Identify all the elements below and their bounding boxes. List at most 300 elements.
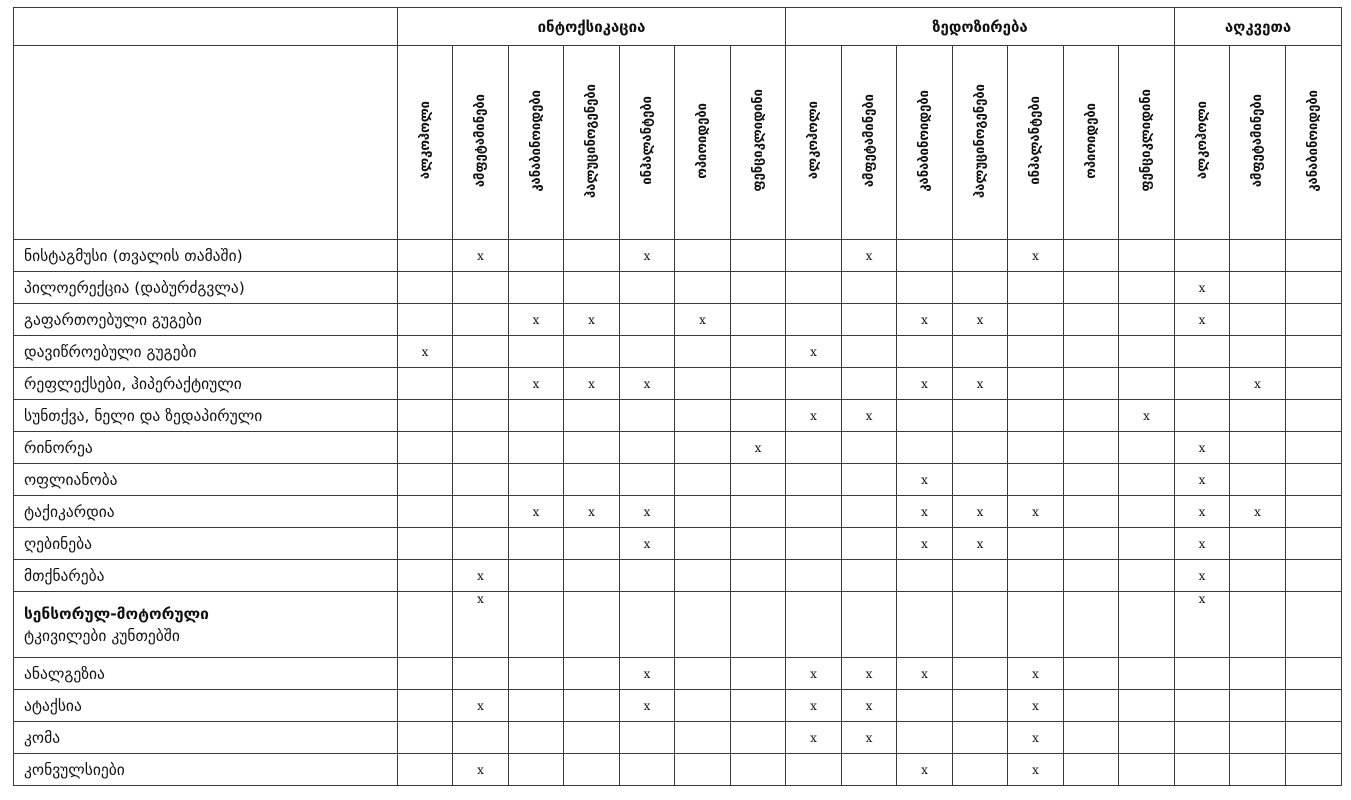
mark-cell [564, 432, 620, 464]
mark-cell [786, 496, 842, 528]
mark-cell [1286, 272, 1342, 304]
column-header-substance [1008, 46, 1064, 240]
table-row [14, 528, 1342, 560]
mark-cell [1230, 400, 1286, 432]
mark-cell: x [509, 496, 564, 528]
mark-cell [842, 592, 897, 658]
mark-cell: x [1230, 496, 1286, 528]
mark-cell [842, 754, 897, 786]
mark-cell: x [897, 464, 953, 496]
mark-cell [620, 560, 675, 592]
symptom-label: ოფლიანობა [14, 464, 398, 496]
header-corner-cell-2 [14, 46, 398, 240]
mark-cell [1119, 464, 1175, 496]
mark-cell [564, 464, 620, 496]
mark-cell [398, 528, 453, 560]
column-header-label: ალკოჰოლი [417, 101, 433, 180]
mark-cell [1286, 754, 1342, 786]
mark-cell [564, 722, 620, 754]
mark-cell [620, 464, 675, 496]
mark-cell [675, 658, 731, 690]
mark-cell [620, 722, 675, 754]
mark-cell [398, 304, 453, 336]
table-row [14, 400, 1342, 432]
table-row [14, 658, 1342, 690]
mark-cell [1119, 496, 1175, 528]
mark-cell [1064, 240, 1119, 272]
mark-cell [1008, 304, 1064, 336]
mark-cell [1064, 690, 1119, 722]
mark-cell [1230, 336, 1286, 368]
column-header-label: ოპიოიდები [695, 102, 710, 179]
mark-cell [731, 690, 786, 722]
mark-cell [453, 528, 509, 560]
mark-cell [620, 592, 675, 658]
mark-cell [842, 272, 897, 304]
mark-cell: x [953, 528, 1008, 560]
mark-cell [398, 240, 453, 272]
table-row [14, 336, 1342, 368]
mark-cell: x [620, 690, 675, 722]
mark-cell [731, 272, 786, 304]
mark-cell [453, 432, 509, 464]
mark-cell: x [453, 754, 509, 786]
table-row [14, 464, 1342, 496]
mark-cell [564, 528, 620, 560]
mark-cell [398, 272, 453, 304]
mark-cell [564, 754, 620, 786]
mark-cell: x [509, 304, 564, 336]
table-row [14, 560, 1342, 592]
column-header-substance [1175, 46, 1230, 240]
mark-cell: x [509, 368, 564, 400]
mark-cell [453, 304, 509, 336]
mark-cell [1175, 658, 1230, 690]
mark-cell [453, 400, 509, 432]
mark-cell [620, 304, 675, 336]
mark-cell: x [897, 658, 953, 690]
column-header-substance [620, 46, 675, 240]
mark-cell: x [453, 560, 509, 592]
column-header-substance [897, 46, 953, 240]
mark-cell [1119, 754, 1175, 786]
mark-cell [675, 690, 731, 722]
mark-cell: x [731, 432, 786, 464]
mark-cell [731, 754, 786, 786]
mark-cell [1119, 272, 1175, 304]
mark-cell [1286, 400, 1342, 432]
mark-cell [564, 400, 620, 432]
mark-cell [564, 592, 620, 658]
mark-cell [731, 496, 786, 528]
mark-cell [1230, 432, 1286, 464]
mark-cell [453, 658, 509, 690]
group-header-overdose: ზედოზირება [786, 8, 1175, 46]
mark-cell: x [953, 496, 1008, 528]
symptom-label-rest: ტკივილები კუნთებში [24, 626, 180, 645]
symptom-label-bold: სენსორულ-მოტორული [24, 604, 209, 623]
mark-cell: x [1008, 690, 1064, 722]
mark-cell: x [564, 304, 620, 336]
mark-cell [1175, 754, 1230, 786]
column-header-label: ინჰალანტები [1028, 96, 1043, 185]
mark-cell [731, 464, 786, 496]
mark-cell [842, 432, 897, 464]
table-row [14, 496, 1342, 528]
mark-cell [786, 592, 842, 658]
mark-cell [953, 754, 1008, 786]
mark-cell [953, 690, 1008, 722]
mark-cell [1286, 336, 1342, 368]
mark-cell [953, 658, 1008, 690]
mark-cell [953, 272, 1008, 304]
mark-cell [786, 432, 842, 464]
table-row [14, 592, 1342, 658]
mark-cell [1064, 464, 1119, 496]
group-header-withdrawal: აღკვეთა [1175, 8, 1342, 46]
mark-cell [953, 592, 1008, 658]
table-row [14, 272, 1342, 304]
mark-cell: x [897, 754, 953, 786]
mark-cell [897, 560, 953, 592]
mark-cell [1230, 592, 1286, 658]
table-row [14, 754, 1342, 786]
mark-cell [897, 690, 953, 722]
column-header-label: ალკოჰოლი [806, 101, 821, 180]
mark-cell [564, 658, 620, 690]
mark-cell [1064, 754, 1119, 786]
mark-cell: x [1175, 432, 1230, 464]
mark-cell [1230, 272, 1286, 304]
mark-cell [842, 560, 897, 592]
mark-cell [731, 658, 786, 690]
mark-cell: x [786, 400, 842, 432]
mark-cell: x [1175, 304, 1230, 336]
table-row [14, 722, 1342, 754]
mark-cell [509, 754, 564, 786]
column-header-substance [1230, 46, 1286, 240]
mark-cell [1119, 336, 1175, 368]
mark-cell [1064, 496, 1119, 528]
symptom-label: ატაქსია [14, 690, 398, 722]
mark-cell: x [398, 336, 453, 368]
mark-cell [731, 528, 786, 560]
mark-cell: x [1008, 240, 1064, 272]
mark-cell [675, 496, 731, 528]
mark-cell [620, 754, 675, 786]
mark-cell [1119, 722, 1175, 754]
mark-cell [731, 722, 786, 754]
mark-cell [731, 304, 786, 336]
mark-cell [1064, 304, 1119, 336]
mark-cell [564, 272, 620, 304]
mark-cell: x [1175, 464, 1230, 496]
mark-cell [1230, 240, 1286, 272]
symptom-label [14, 592, 398, 658]
mark-cell: x [786, 722, 842, 754]
mark-cell [398, 432, 453, 464]
mark-cell: x [620, 240, 675, 272]
mark-cell: x [453, 592, 509, 658]
mark-cell [1230, 754, 1286, 786]
mark-cell [1175, 690, 1230, 722]
mark-cell [453, 496, 509, 528]
column-header-label: ალკოჰოლი [1194, 101, 1210, 180]
mark-cell: x [453, 690, 509, 722]
mark-cell [675, 336, 731, 368]
mark-cell [897, 400, 953, 432]
column-header-label: ჰალუცინოგენები [972, 83, 988, 198]
mark-cell: x [1008, 496, 1064, 528]
mark-cell [1008, 432, 1064, 464]
mark-cell [1119, 592, 1175, 658]
mark-cell: x [675, 304, 731, 336]
column-header-label: კანაბინოიდები [1306, 89, 1321, 192]
mark-cell [1064, 528, 1119, 560]
mark-cell [398, 400, 453, 432]
column-header-substance [453, 46, 509, 240]
mark-cell [453, 368, 509, 400]
mark-cell: x [620, 496, 675, 528]
mark-cell [1064, 272, 1119, 304]
mark-cell [1175, 368, 1230, 400]
symptom-label: ნისტაგმუსი (თვალის თამაში) [14, 240, 398, 272]
mark-cell [1175, 400, 1230, 432]
mark-cell [620, 432, 675, 464]
mark-cell [398, 754, 453, 786]
mark-cell [398, 464, 453, 496]
mark-cell [1008, 272, 1064, 304]
mark-cell [1064, 432, 1119, 464]
mark-cell: x [453, 240, 509, 272]
mark-cell [1286, 432, 1342, 464]
mark-cell: x [842, 400, 897, 432]
symptom-label: მთქნარება [14, 560, 398, 592]
mark-cell [1008, 464, 1064, 496]
mark-cell [897, 432, 953, 464]
mark-cell: x [953, 368, 1008, 400]
mark-cell: x [620, 658, 675, 690]
symptom-label: გაფართოებული გუგები [14, 304, 398, 336]
column-header-substance [1286, 46, 1342, 240]
mark-cell [953, 336, 1008, 368]
mark-cell [1119, 690, 1175, 722]
mark-cell: x [1008, 754, 1064, 786]
mark-cell [1230, 658, 1286, 690]
mark-cell: x [620, 528, 675, 560]
mark-cell: x [897, 528, 953, 560]
mark-cell [564, 690, 620, 722]
mark-cell [398, 368, 453, 400]
mark-cell [675, 560, 731, 592]
table-row [14, 240, 1342, 272]
mark-cell [1064, 336, 1119, 368]
mark-cell [1286, 464, 1342, 496]
mark-cell [786, 304, 842, 336]
mark-cell [786, 754, 842, 786]
mark-cell: x [953, 304, 1008, 336]
mark-cell [675, 464, 731, 496]
mark-cell [509, 240, 564, 272]
mark-cell [620, 272, 675, 304]
mark-cell [509, 464, 564, 496]
column-header-label: ჰალუცინოგენები [584, 83, 599, 198]
mark-cell [620, 336, 675, 368]
mark-cell [786, 272, 842, 304]
mark-cell [453, 464, 509, 496]
mark-cell [1119, 528, 1175, 560]
mark-cell [842, 336, 897, 368]
mark-cell [675, 528, 731, 560]
mark-cell [1064, 722, 1119, 754]
mark-cell [509, 528, 564, 560]
mark-cell [509, 432, 564, 464]
mark-cell [953, 722, 1008, 754]
mark-cell [398, 496, 453, 528]
mark-cell: x [620, 368, 675, 400]
mark-cell [509, 722, 564, 754]
mark-cell [842, 496, 897, 528]
mark-cell: x [786, 658, 842, 690]
mark-cell [731, 368, 786, 400]
column-header-substance [398, 46, 453, 240]
mark-cell [1064, 400, 1119, 432]
mark-cell [398, 690, 453, 722]
mark-cell [731, 560, 786, 592]
mark-cell [509, 658, 564, 690]
mark-cell [1119, 432, 1175, 464]
mark-cell [786, 464, 842, 496]
mark-cell [398, 722, 453, 754]
mark-cell [675, 400, 731, 432]
mark-cell [564, 240, 620, 272]
mark-cell [953, 464, 1008, 496]
column-header-substance [786, 46, 842, 240]
mark-cell [1175, 722, 1230, 754]
mark-cell [1008, 336, 1064, 368]
mark-cell [453, 272, 509, 304]
symptom-label: კონვულსიები [14, 754, 398, 786]
mark-cell [1119, 658, 1175, 690]
mark-cell: x [786, 336, 842, 368]
mark-cell [731, 240, 786, 272]
column-header-substance [675, 46, 731, 240]
mark-cell [1286, 304, 1342, 336]
mark-cell [1286, 722, 1342, 754]
mark-cell [509, 336, 564, 368]
column-header-substance [509, 46, 564, 240]
mark-cell: x [1008, 658, 1064, 690]
symptom-label: ღებინება [14, 528, 398, 560]
mark-cell: x [564, 368, 620, 400]
table-row [14, 690, 1342, 722]
mark-cell [786, 240, 842, 272]
mark-cell [675, 432, 731, 464]
mark-cell [675, 722, 731, 754]
mark-cell: x [842, 658, 897, 690]
column-header-label: ფენციკლიდინი [1139, 89, 1154, 192]
group-header-intoxication: ინტოქსიკაცია [398, 8, 786, 46]
mark-cell [1286, 496, 1342, 528]
mark-cell [1008, 560, 1064, 592]
column-header-label: ინჰალანტები [639, 96, 655, 185]
mark-cell [564, 336, 620, 368]
symptom-label: კომა [14, 722, 398, 754]
mark-cell [897, 592, 953, 658]
mark-cell: x [842, 240, 897, 272]
symptom-label: დავიწროებული გუგები [14, 336, 398, 368]
mark-cell [1064, 592, 1119, 658]
mark-cell [1286, 658, 1342, 690]
mark-cell [1119, 560, 1175, 592]
mark-cell [1286, 690, 1342, 722]
mark-cell: x [897, 496, 953, 528]
mark-cell [1230, 560, 1286, 592]
mark-cell [786, 528, 842, 560]
mark-cell: x [1119, 400, 1175, 432]
mark-cell [509, 592, 564, 658]
mark-cell [1008, 368, 1064, 400]
mark-cell [509, 560, 564, 592]
mark-cell: x [897, 304, 953, 336]
column-header-label: ამფეტამინები [861, 93, 877, 188]
column-header-label: კანაბინოიდები [917, 89, 932, 192]
mark-cell [1286, 592, 1342, 658]
column-header-substance [953, 46, 1008, 240]
mark-cell [1286, 560, 1342, 592]
mark-cell: x [1230, 368, 1286, 400]
mark-cell: x [1008, 722, 1064, 754]
column-header-label: ამფეტამინები [473, 93, 488, 188]
mark-cell [675, 240, 731, 272]
symptom-label: რეფლექსები, ჰიპერაქტიული [14, 368, 398, 400]
mark-cell [1230, 690, 1286, 722]
mark-cell [1008, 528, 1064, 560]
mark-cell [675, 592, 731, 658]
mark-cell [453, 336, 509, 368]
mark-cell [1119, 368, 1175, 400]
mark-cell [731, 592, 786, 658]
symptom-label: რინორეა [14, 432, 398, 464]
mark-cell [1064, 368, 1119, 400]
mark-cell [953, 432, 1008, 464]
mark-cell [1175, 240, 1230, 272]
mark-cell [398, 592, 453, 658]
mark-cell: x [1175, 592, 1230, 658]
mark-cell: x [842, 722, 897, 754]
column-header-substance [1119, 46, 1175, 240]
mark-cell [1286, 528, 1342, 560]
mark-cell [509, 400, 564, 432]
mark-cell [1119, 240, 1175, 272]
mark-cell [1175, 336, 1230, 368]
mark-cell [1064, 658, 1119, 690]
mark-cell [842, 464, 897, 496]
mark-cell: x [1175, 496, 1230, 528]
mark-cell [620, 400, 675, 432]
mark-cell [897, 240, 953, 272]
mark-cell [731, 400, 786, 432]
mark-cell [1008, 400, 1064, 432]
symptom-substance-table [13, 7, 1342, 786]
column-header-label: ოპიოიდები [1083, 102, 1099, 179]
mark-cell [953, 560, 1008, 592]
mark-cell [1286, 240, 1342, 272]
column-header-label: კანაბინოიდები [528, 89, 544, 192]
mark-cell [1286, 368, 1342, 400]
mark-cell [564, 560, 620, 592]
mark-cell [1230, 528, 1286, 560]
